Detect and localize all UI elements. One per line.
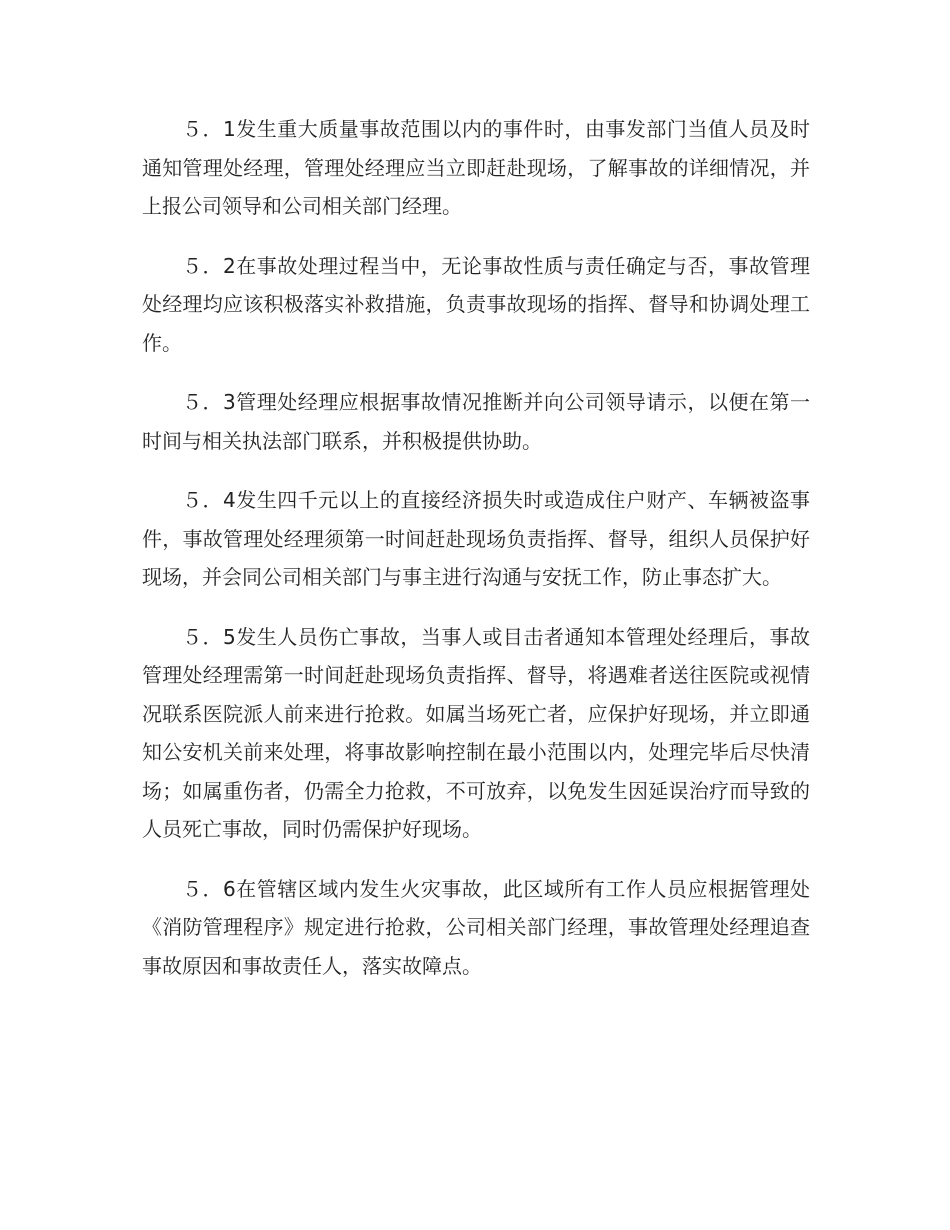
document-body (142, 110, 810, 1006)
paragraph-5-1: ５．1发生重大质量事故范围以内的事件时，由事发部门当值人员及时通知管理处经理，管理处经理应当立即赶赴现场，了解事故的详细情况，并上报公司领导和公司相关部门经理。 (142, 117, 810, 218)
paragraph-5-3: ５．3管理处经理应根据事故情况推断并向公司领导请示，以便在第一时间与相关执法部门联系，并积极提供协助。 (142, 390, 810, 453)
paragraph-5-6: ５．6在管辖区域内发生火灾事故，此区域所有工作人员应根据管理处《消防管理程序》规定进行抢救，公司相关部门经理，事故管理处经理追查事故原因和事故责任人，落实故障点。 (142, 876, 810, 978)
paragraph-5-5: ５．5发生人员伤亡事故，当事人或目击者通知本管理处经理后，事故管理处经理需第一时间赶赴现场负责指挥、督导，将遇难者送往医院或视情况联系医院派人前来进行抢救。如属当场死亡者，应保护好现场，并立即通知公安机关前来处理，将事故影响控制在最小范围以内，处理完毕后尽快清场；如属重伤者，仍需全力抢救，不可放弃，以免发生因延误治疗而导致的人员死亡事故，同时仍需保护好现场。 (142, 624, 810, 841)
paragraph-5-4: ５．4发生四千元以上的直接经济损失时或造成住户财产、车辆被盗事件，事故管理处经理须第一时间赶赴现场负责指挥、督导，组织人员保护好现场，并会同公司相关部门与事主进行沟通与安抚工作，防止事态扩大。 (142, 488, 810, 589)
paragraph-5-2: ５．2在事故处理过程当中，无论事故性质与责任确定与否，事故管理处经理均应该积极落实补救措施，负责事故现场的指挥、督导和协调处理工作。 (142, 253, 810, 355)
